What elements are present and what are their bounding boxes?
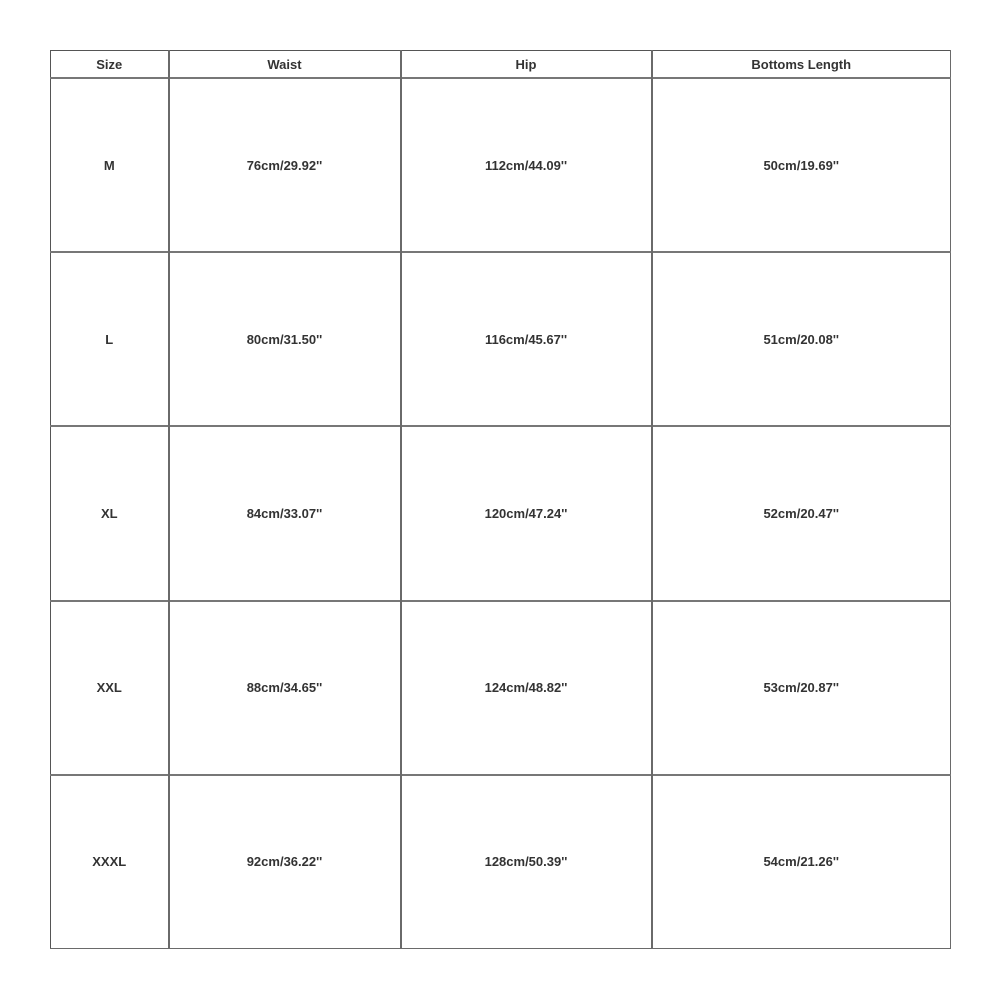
cell-hip: 128cm/50.39''	[401, 775, 652, 949]
cell-hip: 112cm/44.09''	[401, 78, 652, 252]
cell-waist: 76cm/29.92''	[169, 78, 401, 252]
header-hip: Hip	[401, 51, 652, 79]
cell-size: L	[51, 252, 169, 426]
cell-hip: 116cm/45.67''	[401, 252, 652, 426]
cell-bottoms-length: 52cm/20.47''	[652, 426, 951, 600]
cell-waist: 80cm/31.50''	[169, 252, 401, 426]
cell-size: M	[51, 78, 169, 252]
table-row	[51, 426, 951, 600]
cell-size: XXL	[51, 601, 169, 775]
cell-size: XXXL	[51, 775, 169, 949]
cell-waist: 92cm/36.22''	[169, 775, 401, 949]
table-row	[51, 252, 951, 426]
cell-bottoms-length: 50cm/19.69''	[652, 78, 951, 252]
table-row	[51, 78, 951, 252]
cell-hip: 120cm/47.24''	[401, 426, 652, 600]
size-chart-table	[50, 50, 951, 949]
cell-waist: 88cm/34.65''	[169, 601, 401, 775]
header-bottoms-length: Bottoms Length	[652, 51, 951, 79]
cell-hip: 124cm/48.82''	[401, 601, 652, 775]
header-waist: Waist	[169, 51, 401, 79]
cell-bottoms-length: 51cm/20.08''	[652, 252, 951, 426]
header-size: Size	[51, 51, 169, 79]
cell-bottoms-length: 54cm/21.26''	[652, 775, 951, 949]
table-row	[51, 601, 951, 775]
cell-bottoms-length: 53cm/20.87''	[652, 601, 951, 775]
table-header-row	[51, 51, 951, 79]
cell-size: XL	[51, 426, 169, 600]
table-row	[51, 775, 951, 949]
cell-waist: 84cm/33.07''	[169, 426, 401, 600]
